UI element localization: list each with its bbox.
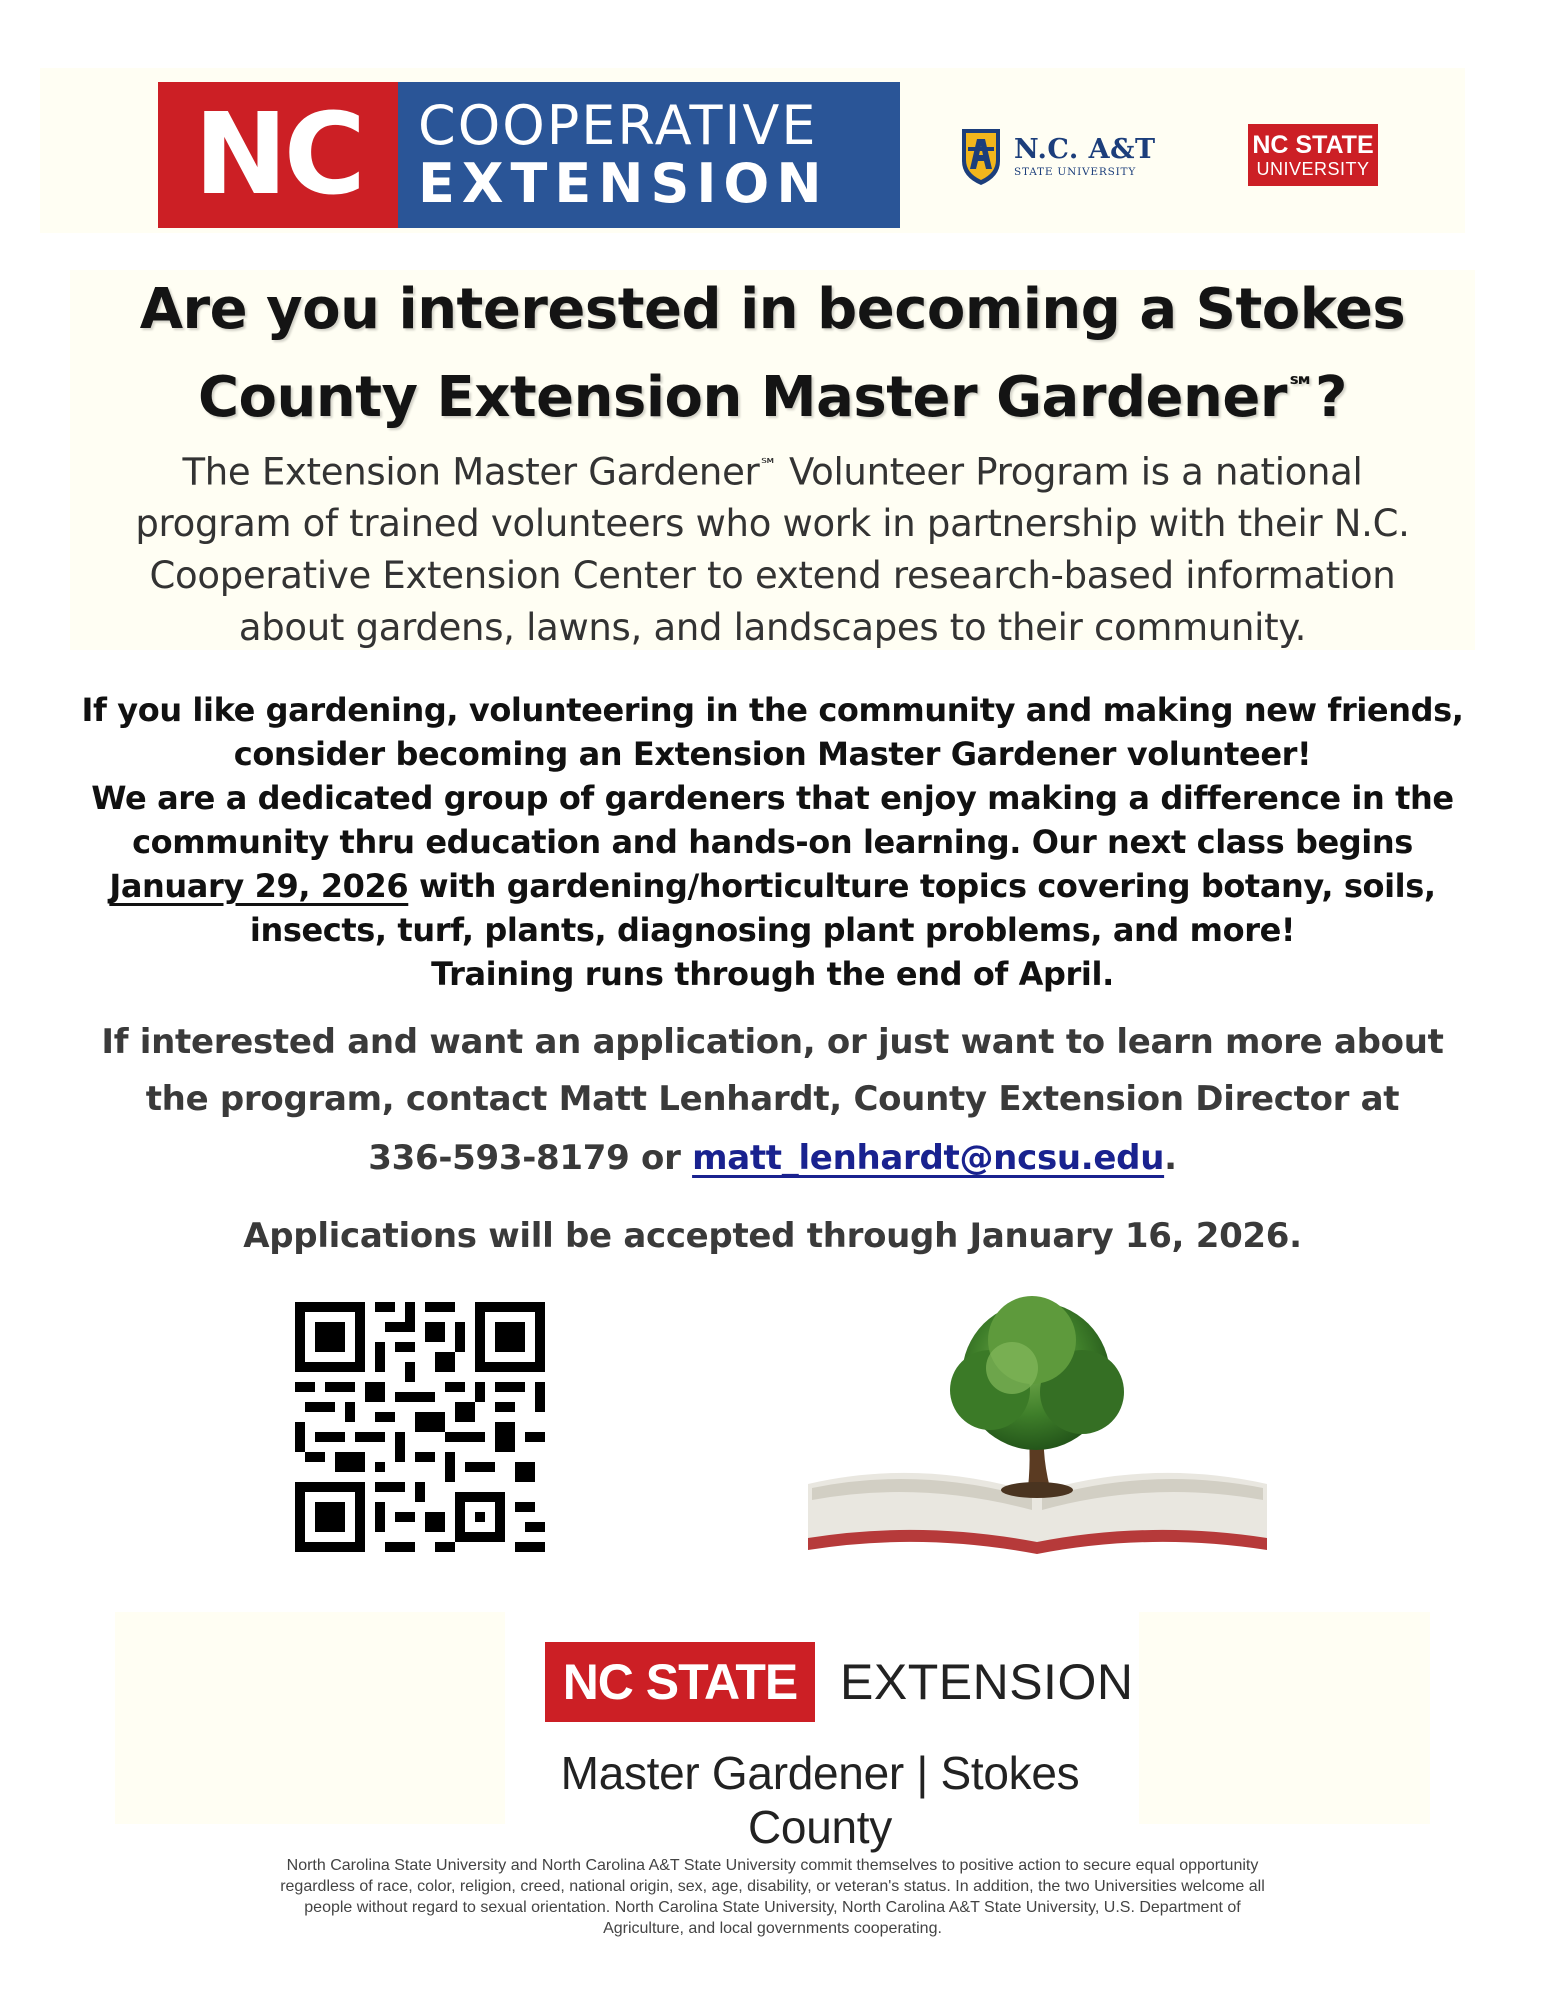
aandt-sub: STATE UNIVERSITY [1014,166,1137,178]
tree-growing-from-book-icon [800,1288,1275,1556]
nondiscrimination-disclaimer [230,1855,1315,1939]
disclaimer-line1: North Carolina State University and North Carolina A&T State University commit themselves to positive action to secure equal opportunity [286,1857,1259,1874]
nc-state-university-logo [1248,124,1378,186]
intro-paragraph [60,440,1485,654]
aandt-wordmark [1014,134,1156,178]
nce-logo-line1: COOPERATIVE [418,94,818,157]
footer-extension-word: EXTENSION [840,1654,1134,1710]
phone-number: 336-593-8179 [368,1138,630,1178]
body-line6: insects, turf, plants, diagnosing plant problems, and more! [249,911,1296,949]
class-start-date: January 29, 2026 [109,867,409,905]
contact-period: . [1164,1138,1177,1178]
aggie-shield-icon [956,125,1006,187]
disclaimer-line2: regardless of race, color, religion, creed, national origin, sex, age, disability, or veteran's status. In addition, the two Universities welcome all [280,1878,1265,1895]
nce-logo-wordmark [398,82,900,228]
contact-line2: the program, contact Matt Lenhardt, County Extension Director at [145,1079,1400,1119]
body-line3: We are a dedicated group of gardeners that enjoy making a difference in the [91,779,1454,817]
qr-code-icon[interactable] [295,1302,545,1552]
body-line2: consider becoming an Extension Master Gardener volunteer! [233,735,1312,773]
ncsu-logo-line2: UNIVERSITY [1256,158,1370,179]
intro-line3: Cooperative Extension Center to extend research-based information [149,554,1396,598]
intro-line2: program of trained volunteers who work in partnership with their N.C. [135,502,1410,546]
aandt-name: N.C. A&T [1014,134,1156,165]
contact-or: or [629,1138,693,1178]
ncsu-logo-line1: NC STATE [1252,130,1374,159]
disclaimer-line3: people without regard to sexual orientation. North Carolina State University, North Carolina A&T State University, U.S. Department of [304,1899,1241,1916]
footer-program-name: Master Gardener | Stokes County [560,1747,1080,1853]
contact-line1: If interested and want an application, or just want to learn more about [101,1022,1444,1062]
contact-line3 [40,1138,1505,1178]
nc-aandt-logo [956,124,1156,188]
body-line7: Training runs through the end of April. [431,955,1114,993]
body-paragraph [40,688,1505,996]
email-link[interactable]: matt_lenhardt@ncsu.edu [692,1138,1165,1178]
disclaimer-line4: Agriculture, and local governments cooperating. [603,1920,942,1937]
headline-question: ? [1315,365,1348,430]
footer-ncstate-logo: NC STATE [545,1642,815,1722]
intro-line1 [60,440,1485,498]
nce-logo-line2: EXTENSION [418,152,829,215]
intro-service-mark: ℠ [759,455,778,476]
headline-line2-text: County Extension Master Gardener [197,365,1287,430]
headline-line2 [0,354,1545,442]
nc-logo-abbrev: NC [158,82,398,228]
application-deadline: Applications will be accepted through January 16, 2026. [243,1216,1302,1256]
headline-line1: Are you interested in becoming a Stokes [139,277,1406,342]
service-mark: ℠ [1287,370,1316,404]
body-line5-rest: with gardening/horticulture topics covering botany, soils, [408,867,1436,905]
nc-cooperative-extension-logo [158,82,900,228]
body-line5 [40,864,1505,908]
body-line1: If you like gardening, volunteering in the community and making new friends, [81,691,1464,729]
body-line4: community thru education and hands-on learning. Our next class begins [132,823,1413,861]
intro-part2: Volunteer Program is a national [777,450,1363,494]
intro-part1: The Extension Master Gardener [182,450,760,494]
intro-line4: about gardens, lawns, and landscapes to their community. [238,606,1307,650]
